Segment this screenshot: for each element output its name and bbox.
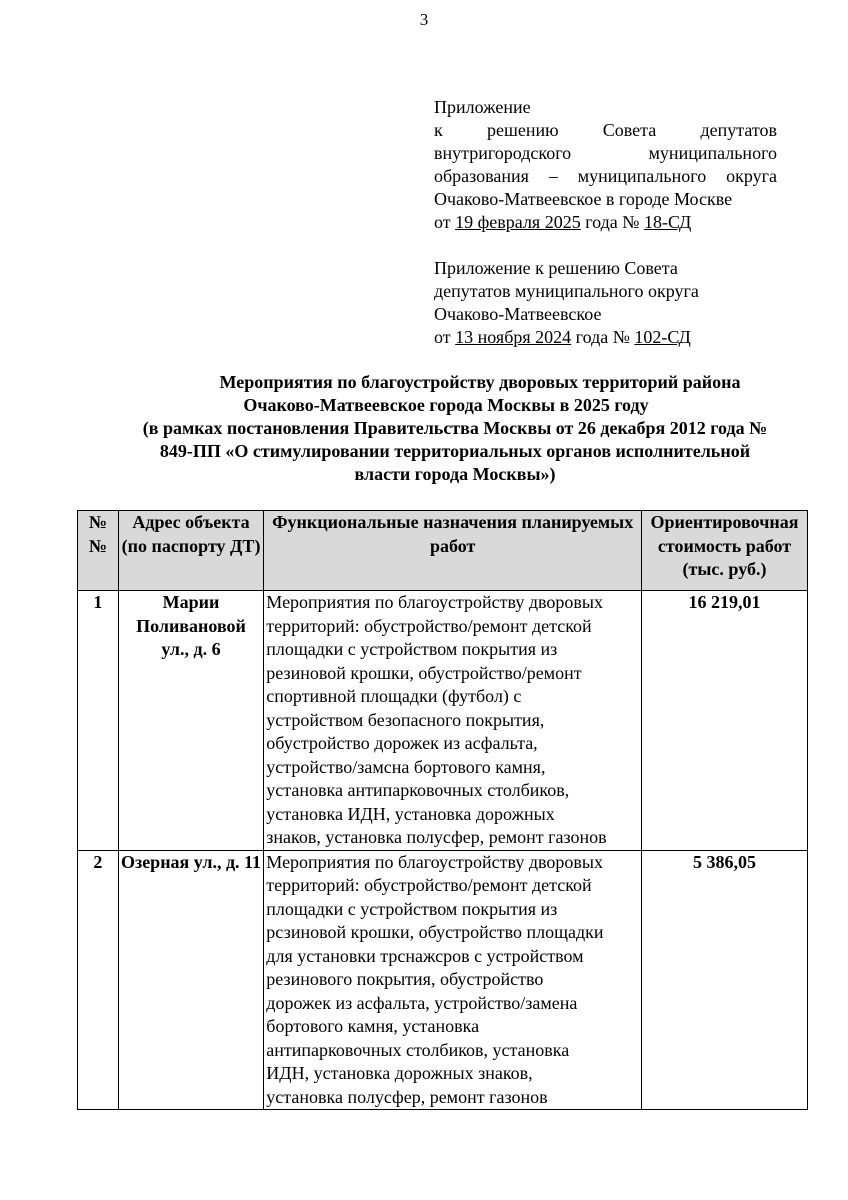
title-line: Мероприятия по благоустройству дворовых территорий района [219,372,741,392]
row-cost: 5 386,05 [642,850,808,1110]
description-line: антипарковочных столбиков, установка [266,1039,570,1060]
table-row [78,591,808,851]
table-header-row [78,511,808,591]
description-line: для установки трснажсров с устройством [266,945,584,966]
description-line: резинового покрытия, обустройство [266,969,544,989]
decision-date: 13 ноября 2024 [455,327,572,347]
date-suffix: года № [571,327,635,347]
row-description [264,850,642,1110]
appendix-line: внутригородского муниципального [434,143,777,163]
description-line: устройство/замсна бортового камня, [266,756,546,777]
header-num: №№ [78,511,119,591]
appendix-line: к решению Совета депутатов [434,120,777,140]
decision-number: 102-СД [634,327,691,347]
description-line: спортивной площадки (футбол) с [266,686,522,706]
description-line: площадки с устройством покрытия из [266,898,558,919]
description-line: дорожек из асфальта, устройство/замена [266,992,578,1013]
header-cost: Ориентировочная стоимость работ (тыс. руб.) [642,511,808,591]
appendix-date-line [434,211,777,234]
appendix-line: Приложение [434,97,531,117]
description-line: Мероприятия по благоустройству дворовых [266,592,604,612]
appendix-date-line [434,326,777,349]
row-description [264,591,642,851]
title-line: власти города Москвы») [354,464,556,484]
row-address: Озерная ул., д. 11 [118,850,264,1110]
description-line: знаков, установка полусфер, ремонт газонов [266,827,607,847]
title-line: (в рамках постановления Правительства Москвы от 26 декабря 2012 года № [142,418,768,438]
title-line: 849-ПП «О стимулировании территориальных органов исполнительной [159,441,751,461]
appendix-line: депутатов муниципального округа [434,281,699,301]
appendix-current [434,96,777,234]
appendix-line: Очаково-Матвеевское в городе Москве [434,189,733,209]
header-description: Функциональные назначения планируемых работ [264,511,642,591]
description-line: Мероприятия по благоустройству дворовых [266,851,604,872]
description-line: установка антипарковочных столбиков, [266,780,570,800]
date-prefix: от [434,327,456,347]
description-line: устройством безопасного покрытия, [266,709,545,730]
row-num: 1 [78,591,119,851]
works-table [77,510,808,1110]
header-address: Адрес объекта (по паспорту ДТ) [118,511,264,591]
table-row [78,850,808,1110]
row-address: Марии Поливановой ул., д. 6 [118,591,264,851]
description-line: ИДН, установка дорожных знаков, [266,1063,533,1083]
description-line: установка ИДН, установка дорожных [266,803,555,824]
description-line: обустройство дорожек из асфальта, [266,733,538,753]
document-title [72,371,838,486]
row-num: 2 [78,850,119,1110]
description-line: установка полусфер, ремонт газонов [266,1086,548,1107]
date-prefix: от [434,212,456,232]
appendix-line: Приложение к решению Совета [434,258,678,278]
appendix-line: Очаково-Матвеевское [434,304,602,324]
appendix-previous [434,257,777,349]
row-cost: 16 219,01 [642,591,808,851]
description-line: территорий: обустройство/ремонт детской [266,615,592,636]
description-line: рсзиновой крошки, обустройство площадки [266,922,604,942]
description-line: территорий: обустройство/ремонт детской [266,875,592,895]
decision-date: 19 февраля 2025 [455,212,581,232]
decision-number: 18-СД [643,212,692,232]
description-line: резиновой крошки, обустройство/ремонт [266,662,582,683]
page-number: 3 [419,10,429,29]
title-line: Очаково-Матвеевское города Москвы в 2025 году [243,395,649,415]
date-suffix: года № [580,212,644,232]
description-line: площадки с устройством покрытия из [266,639,558,659]
description-line: бортового камня, установка [266,1016,480,1036]
appendix-line: образования – муниципального округа [434,166,777,186]
